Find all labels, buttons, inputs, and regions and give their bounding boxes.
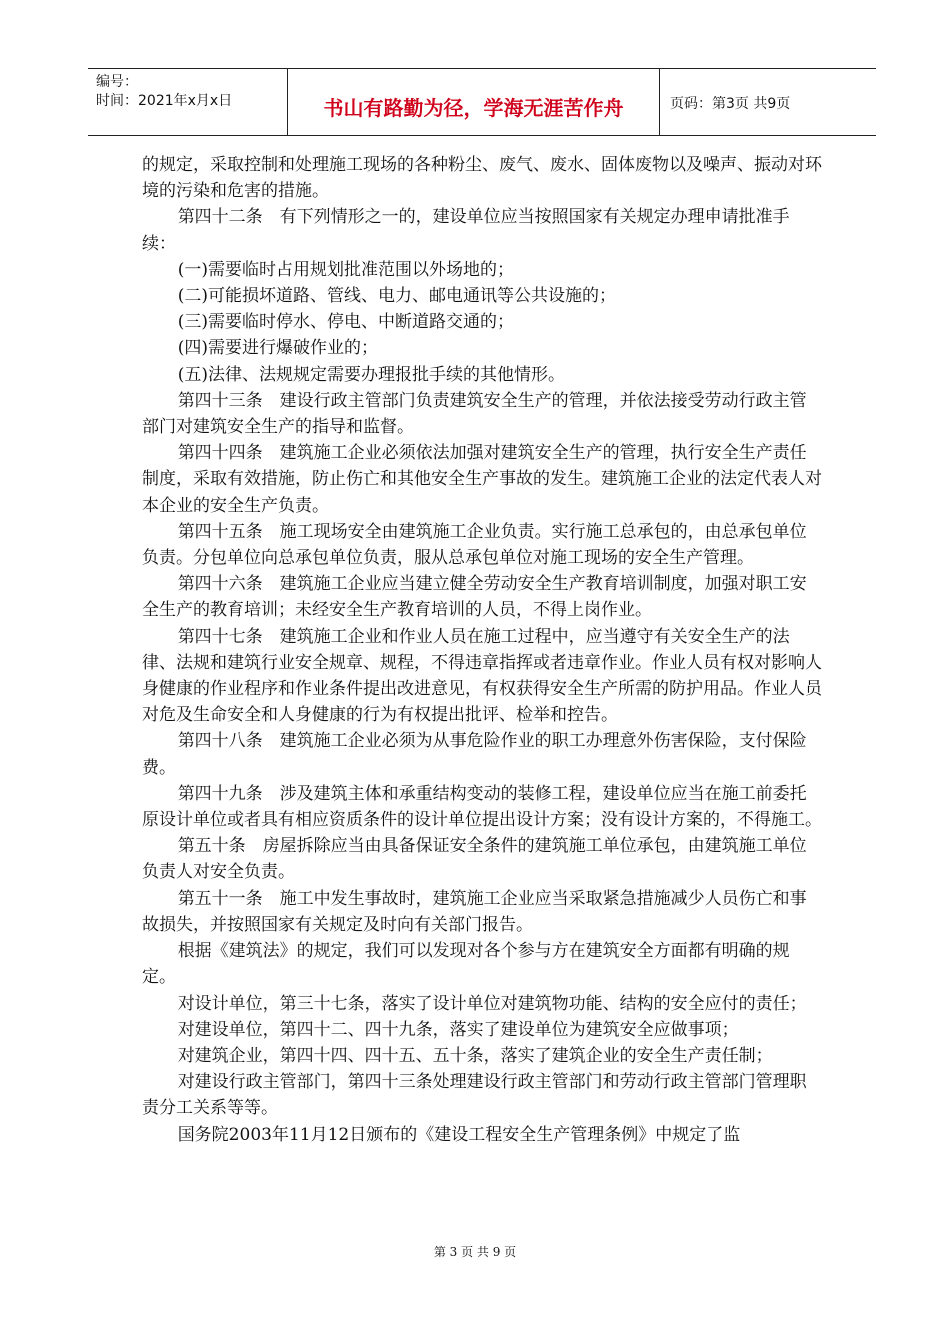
body-paragraph: 第五十一条 施工中发生事故时，建筑施工企业应当采取紧急措施减少人员伤亡和事故损失，并按照国家有关规定及时向有关部门报告。 [142, 888, 807, 935]
document-time-label: 时间：2021年x月x日 [96, 93, 233, 109]
body-paragraph: (四)需要进行爆破作业的； [177, 338, 378, 359]
body-paragraph: 国务院2003年11月12日颁布的《建设工程安全生产管理条例》中规定了监 [177, 1124, 741, 1145]
document-body [142, 152, 822, 1148]
document-number-label: 编号： [96, 74, 138, 90]
body-paragraph: 对设计单位，第三十七条，落实了设计单位对建筑物功能、结构的安全应付的责任； [177, 993, 807, 1014]
body-paragraph: 的规定，采取控制和处理施工现场的各种粉尘、废气、废水、固体废物以及噪声、振动对环境的污染和危害的措施。 [142, 155, 822, 202]
body-paragraph: 根据《建筑法》的规定，我们可以发现对各个参与方在建筑安全方面都有明确的规定。 [142, 941, 790, 988]
body-paragraph: 第四十五条 施工现场安全由建筑施工企业负责。实行施工总承包的，由总承包单位负责。分包单位向总承包单位负责，服从总承包单位对施工现场的安全生产管理。 [142, 521, 807, 569]
body-paragraph: (三)需要临时停水、停电、中断道路交通的； [177, 312, 514, 333]
body-paragraph: 对建筑企业，第四十四、四十五、五十条，落实了建筑企业的安全生产责任制； [177, 1045, 773, 1066]
document-header [88, 68, 876, 136]
body-paragraph: (二)可能损坏道路、管线、电力、邮电通讯等公共设施的； [177, 286, 616, 307]
header-page-label: 页码：第3页 共9页 [670, 96, 791, 112]
body-paragraph: 第四十九条 涉及建筑主体和承重结构变动的装修工程，建设单位应当在施工前委托原设计单位或者具有相应资质条件的设计单位提出设计方案；没有设计方案的，不得施工。 [142, 783, 822, 831]
body-paragraph: 第四十六条 建筑施工企业应当建立健全劳动安全生产教育培训制度，加强对职工安全生产的教育培训；未经安全生产教育培训的人员，不得上岗作业。 [142, 574, 807, 621]
body-paragraph: 第四十二条 有下列情形之一的，建设单位应当按照国家有关规定办理申请批准手续： [142, 207, 790, 254]
body-paragraph: 对建设单位，第四十二、四十九条，落实了建设单位为建筑安全应做事项； [177, 1019, 739, 1040]
page-footer: 第 3 页 共 9 页 [433, 1245, 517, 1259]
body-paragraph: 第四十四条 建筑施工企业必须依法加强对建筑安全生产的管理，执行安全生产责任制度，采取有效措施，防止伤亡和其他安全生产事故的发生。建筑施工企业的法定代表人对本企业的安全生产负责。 [142, 443, 822, 516]
body-paragraph: (一)需要临时占用规划批准范围以外场地的； [177, 259, 514, 280]
body-paragraph: 第五十条 房屋拆除应当由具备保证安全条件的建筑施工单位承包，由建筑施工单位负责人对安全负责。 [142, 836, 807, 883]
body-paragraph: 第四十三条 建设行政主管部门负责建筑安全生产的管理，并依法接受劳动行政主管部门对建筑安全生产的指导和监督。 [142, 390, 807, 438]
header-meta-cell [88, 69, 288, 135]
body-paragraph: 对建设行政主管部门，第四十三条处理建设行政主管部门和劳动行政主管部门管理职责分工关系等等。 [142, 1072, 807, 1119]
body-paragraph: (五)法律、法规规定需要办理报批手续的其他情形。 [177, 364, 565, 385]
header-motto: 书山有路勤为径，学海无涯苦作舟 [288, 69, 660, 135]
body-paragraph: 第四十八条 建筑施工企业必须为从事危险作业的职工办理意外伤害保险，支付保险费。 [142, 731, 807, 778]
body-paragraph: 第四十七条 建筑施工企业和作业人员在施工过程中，应当遵守有关安全生产的法律、法规和建筑行业安全规章、规程，不得违章指挥或者违章作业。作业人员有权对影响人身健康的作业程序和作业条件提出改进意见，有权获得安全生产所需的防护用品。作业人员对危及生命安全和人身健康的行为有权提出批评、检举和控告。 [142, 626, 822, 726]
